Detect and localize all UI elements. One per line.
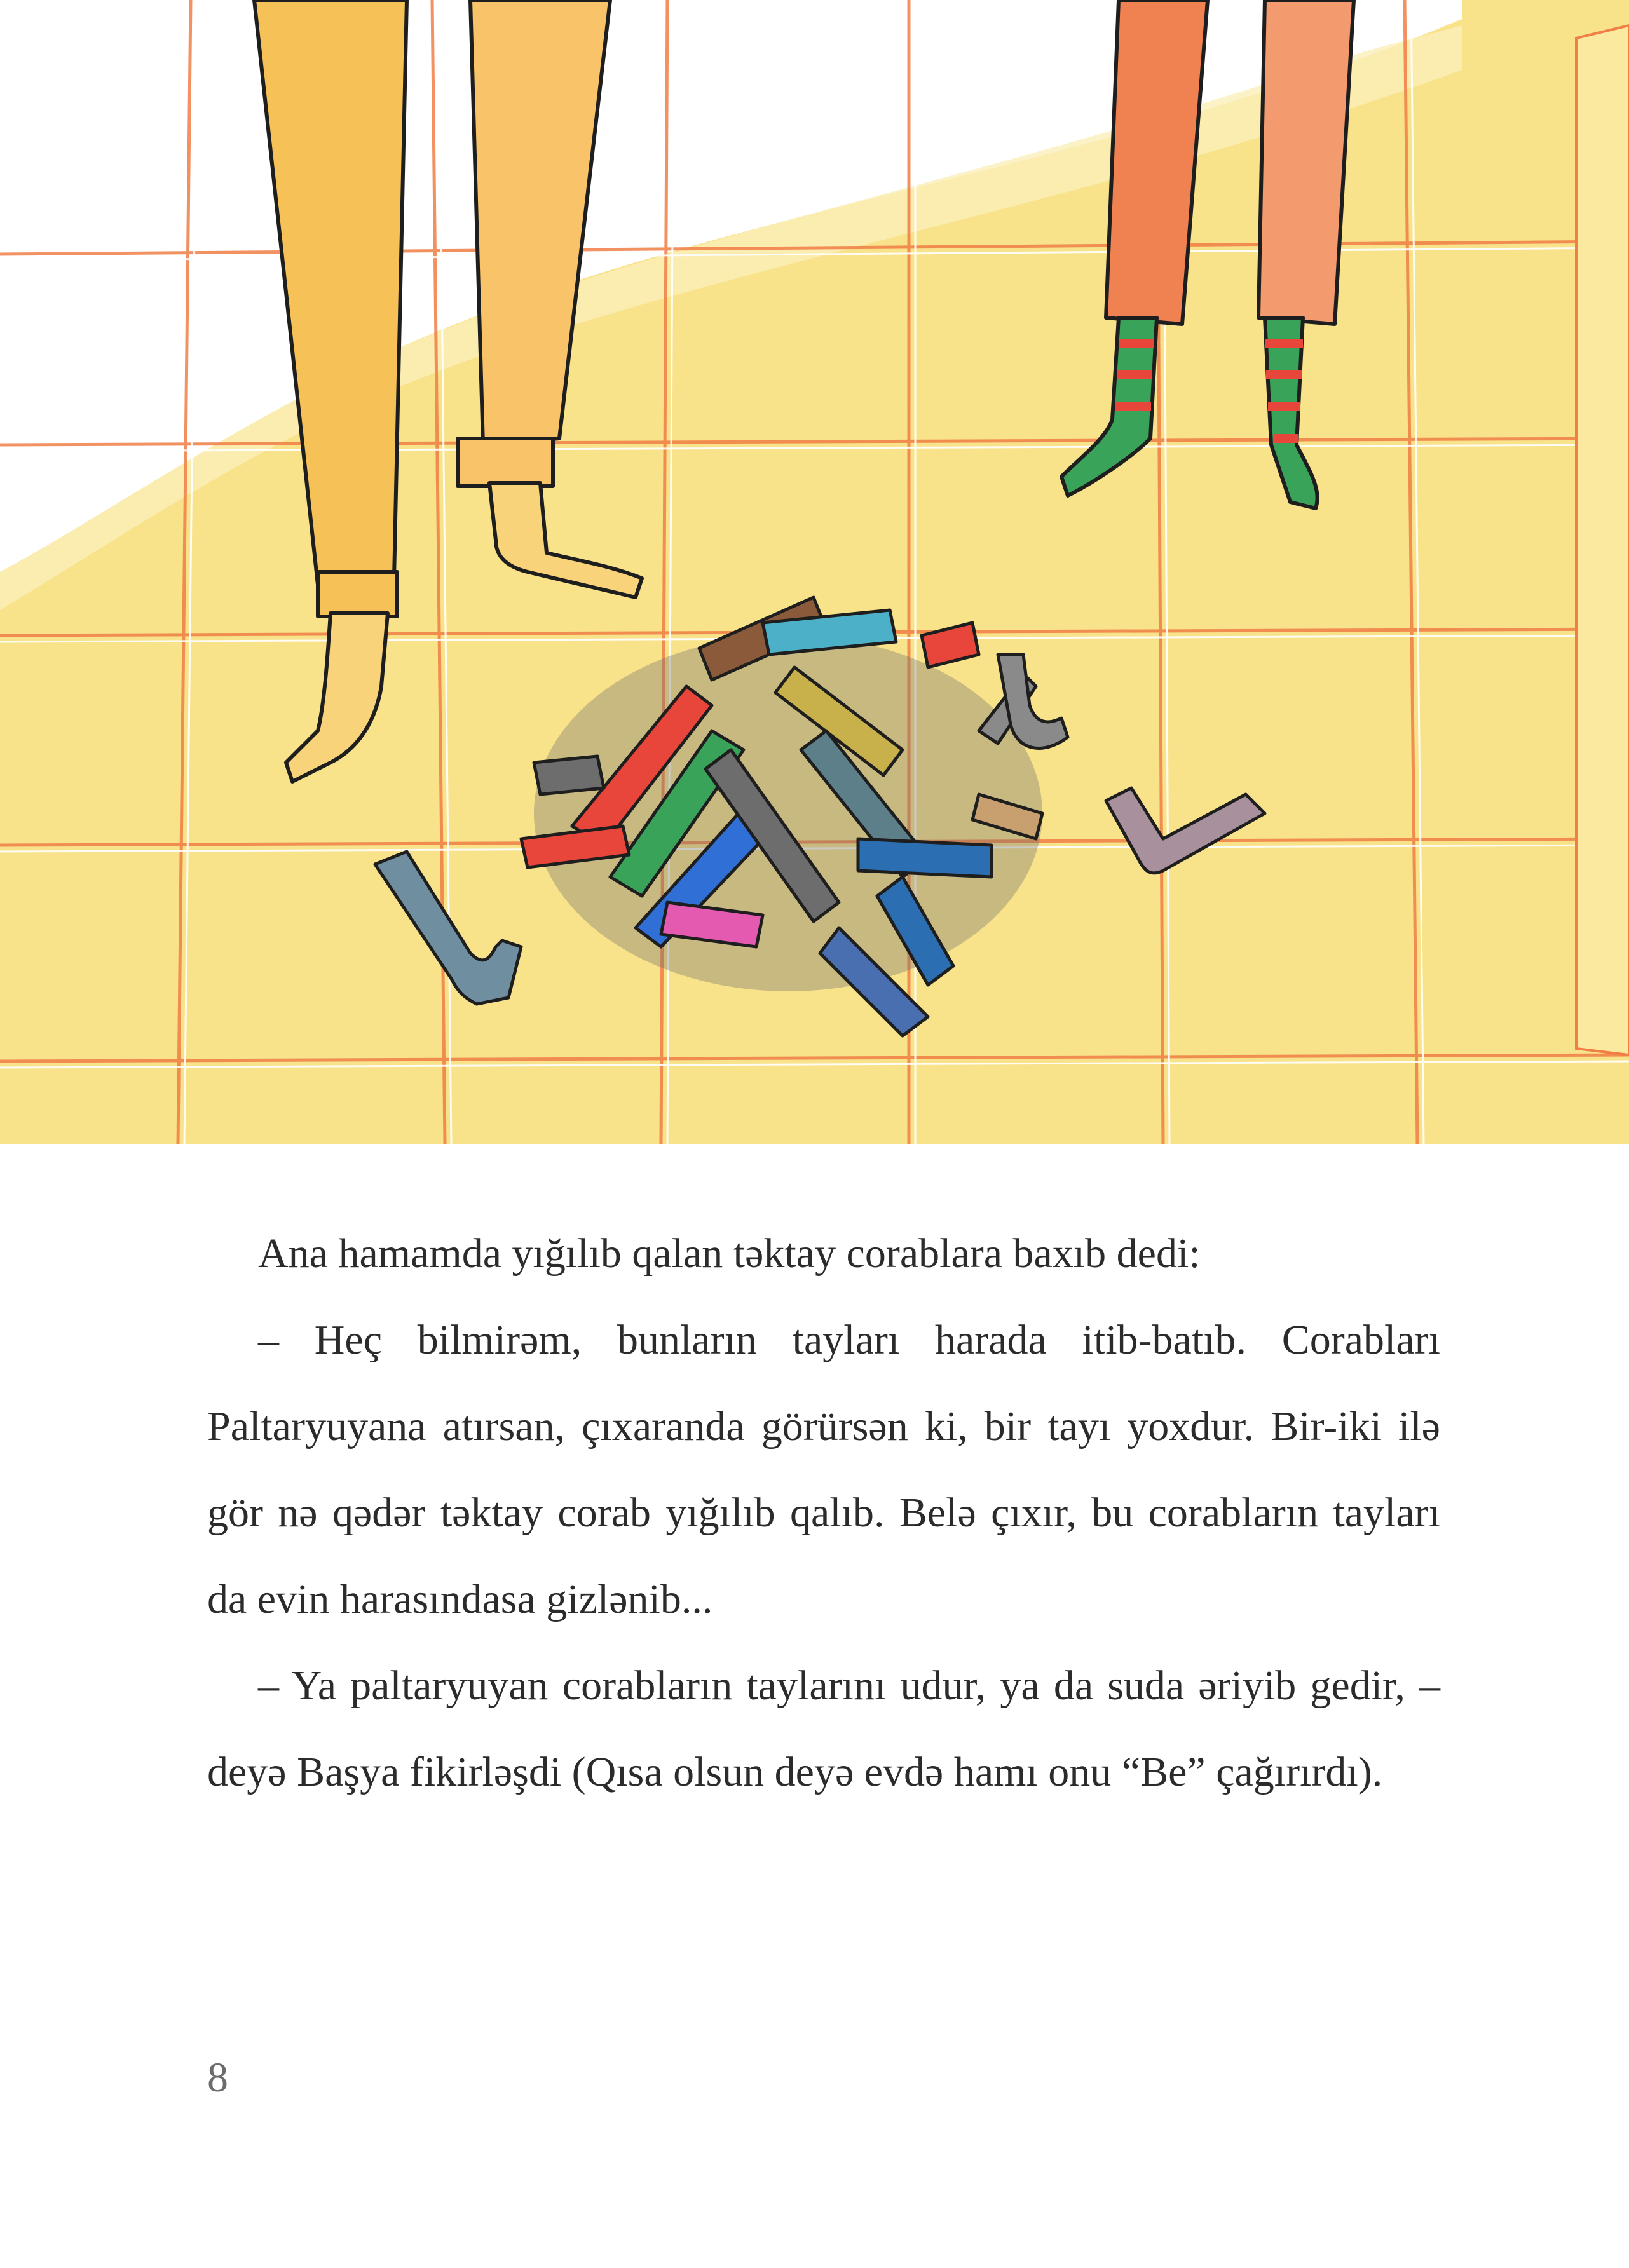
story-text — [207, 1211, 1440, 1816]
story-paragraph: – Heç bilmirəm, bunların tayları harada itib-batıb. Corabları Paltaryuyana atırsan, çıxaranda görürsən ki, bir tayı yoxdur. Bir-iki ilə gör nə qədər təktay corab yığılıb qalıb. Belə çıxır, bu corabların tayları da evin harasındasa gizlənib... — [207, 1317, 1440, 1622]
story-paragraph: – Ya paltaryuyan corabların taylarını udur, ya da suda əriyib gedir, – deyə Başya fikirləşdi (Qısa olsun deyə evdə hamı onu “Be” çağırırdı). — [207, 1662, 1440, 1795]
page-number: 8 — [207, 2054, 228, 2101]
story-paragraph: Ana hamamda yığılıb qalan təktay corablara baxıb dedi: — [258, 1230, 1201, 1277]
